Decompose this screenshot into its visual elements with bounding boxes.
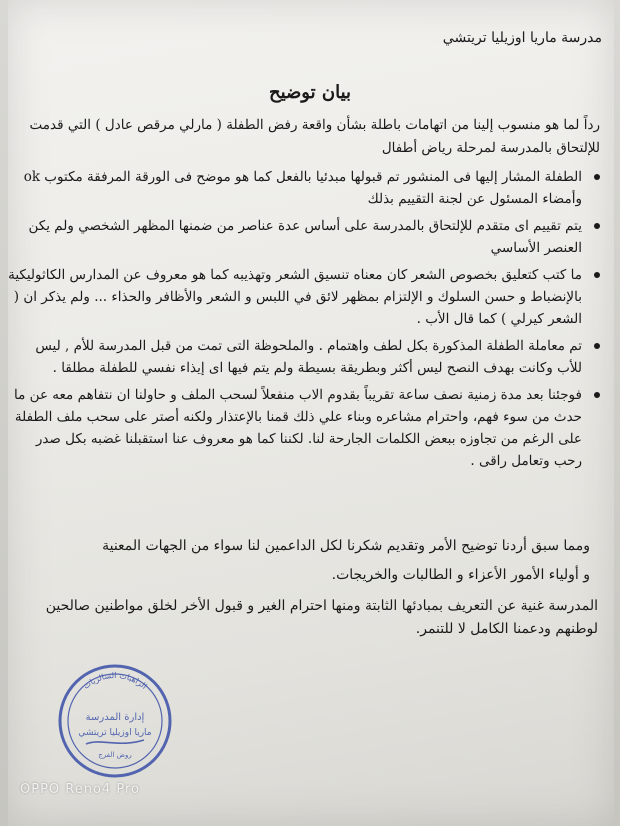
bullet-dot-icon bbox=[594, 223, 600, 229]
bullet-item bbox=[8, 215, 608, 259]
bullet-text: ما كتب كتعليق بخصوص الشعر كان معناه تنسيق الشعر وتهذيبه كما هو معروف عن المدارس الكاثوليكية بالإنضباط و حسن السلوك و الإلتزام بمظهر لائق في اللبس و الشعر والأظافر والحذاء ... ولم يذكر ان ( الشعر كيرلي ) كما قال الأب . bbox=[8, 267, 582, 327]
school-stamp bbox=[56, 662, 174, 780]
bullet-dot-icon bbox=[594, 343, 600, 349]
stamp-signature-icon bbox=[86, 740, 144, 744]
bullet-dot-icon bbox=[594, 272, 600, 278]
stamp-line-2: ماريا اوزيليا تريتشي bbox=[78, 728, 152, 738]
stamp-line-3: روض الفرج bbox=[98, 751, 132, 759]
bullet-item bbox=[8, 384, 608, 472]
bullet-item bbox=[8, 264, 608, 330]
closing-lines bbox=[30, 532, 590, 590]
camera-watermark: OPPO Reno4 Pro bbox=[20, 782, 140, 797]
bullet-text: فوجئنا بعد مدة زمنية نصف ساعة تقريباً بقدوم الاب منفعلاً لسحب الملف و حاولنا ان نتفاهم معه عن ما حدث من سوء فهم، واحترام مشاعره وبناء علي ذلك قمنا بالإعتذار ولكنه أصتر على سحب ملف الطفلة على الرغم من تجاوزه ببعض الكلمات الجارحة لنا. لكننا كما هو معروف عنا استقبلنا غضبه بكل صدر رحب وتعامل راقى . bbox=[14, 387, 582, 469]
intro-paragraph: رداً لما هو منسوب إلينا من اتهامات باطلة بشأن واقعة رفض الطفلة ( مارلي مرقص عادل ) التي قدمت للإلتحاق بالمدرسة لمرحلة رياض أطفال bbox=[29, 117, 600, 156]
closing-paragraph: المدرسة غنية عن التعريف بمبادئها الثابتة ومنها احترام الغير و قبول الأخر لخلق مواطنين صالحين لوطنهم ودعمنا الكامل لا للتنمر. bbox=[45, 598, 598, 637]
closing-line-1: ومما سبق أردنا توضيح الأمر وتقديم شكرنا لكل الداعمين لنا سواء من الجهات المعنية bbox=[102, 538, 590, 554]
bullet-list bbox=[8, 166, 608, 477]
bullet-item bbox=[8, 166, 608, 210]
bullet-dot-icon bbox=[594, 174, 600, 180]
school-name: مدرسة ماريا اوزيليا تريتشي bbox=[442, 30, 602, 46]
document-title: بيان توضيح bbox=[268, 82, 352, 103]
stamp-line-1: إدارة المدرسة bbox=[85, 712, 145, 723]
bullet-text: الطفلة المشار إليها فى المنشور تم قبولها مبدئيا بالفعل كما هو موضح فى الورقة المرفقة مكتوب ok وأمضاء المسئول عن لجنة التقييم بذلك bbox=[23, 169, 582, 207]
bullet-dot-icon bbox=[594, 392, 600, 398]
bullet-text: يتم تقييم اى متقدم للإلتحاق بالمدرسة على أساس عدة عناصر من ضمنها المظهر الشخصي ولم يكن العنصر الأساسي bbox=[28, 218, 582, 256]
closing-line-2: و أولياء الأمور الأعزاء و الطالبات والخريجات. bbox=[331, 567, 590, 583]
bullet-item bbox=[8, 335, 608, 379]
stamp-outer-text: الراهبات السالزيات bbox=[81, 670, 149, 691]
bullet-text: تم معاملة الطفلة المذكورة بكل لطف واهتمام . والملحوظة التى تمت من قبل المدرسة للأم , ليس للأب وكانت بهدف النصح ليس أكثر وبطريقة بسيطة ولم يتم فيها اى إيذاء نفسي للطفلة مطلقا . bbox=[35, 338, 582, 376]
